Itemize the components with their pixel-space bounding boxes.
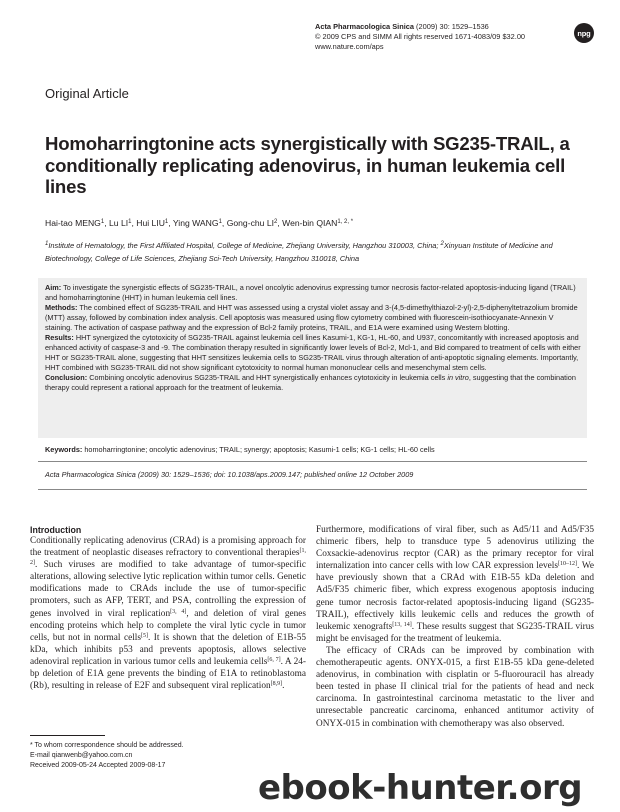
- abstract-results: Results: HHT synergized the cytotoxicity of SG235-TRAIL against leukemia cell lines Kasumi-1, KG-1, HL-60, and U937, concomitantly with increased apoptosis and enhanced activity of caspase-3 and -9. The combination therapy resulted in significantly lower levels of Bcl-2, Mcl-1, and Bid compared to treatment of cells with either HHT or SG235-TRAIL alone, suggesting that HHT sensitizes leukemia cells to SG235-TRAIL virus through alteration of anti-apoptotic signaling elements. Importantly, HHT combined with SG235-TRAIL did not show significant cytotoxicity to normal human mononuclear cells and mesenchymal stem cells.: [45, 333, 581, 373]
- footnote-rule: [30, 735, 105, 736]
- journal-url[interactable]: www.nature.com/aps: [315, 42, 384, 51]
- author-affiliation-marker: 2: [273, 219, 278, 225]
- author-name: Lu LI: [109, 218, 129, 228]
- reference-marker[interactable]: [5]: [140, 632, 148, 639]
- abstract-aim: Aim: To investigate the synergistic effects of SG235-TRAIL, a novel oncolytic adenovirus expressing tumor necrosis factor-related apoptosis-inducing ligand (TRAIL) and homoharringtonine (HHT) in human leukemia cell lines.: [45, 283, 576, 303]
- author-name: Gong-chu LI: [226, 218, 274, 228]
- author-name: Hai-tao MENG: [45, 218, 101, 228]
- divider: [38, 461, 587, 462]
- reference-marker[interactable]: [13, 14]: [392, 621, 412, 628]
- article-type: Original Article: [45, 86, 129, 101]
- author-name: Ying WANG: [172, 218, 219, 228]
- author-name: Hui LIU: [136, 218, 165, 228]
- reference-marker[interactable]: [6, 7]: [267, 656, 281, 663]
- correspondence-note: * To whom correspondence should be addressed.: [30, 742, 184, 749]
- author-list: Hai-tao MENG$^1$, Lu $LI^1$, Hui LIU$^1$, Ying WANG$^1$, Gong-chu $LI^2$, Wen-bin $QIAN^{1, 2, *}$: [45, 218, 354, 228]
- author-affiliation-marker: 1: [164, 219, 169, 225]
- body-column-left: [30, 535, 306, 692]
- affiliation-1-marker: 1: [45, 241, 49, 247]
- reference-marker[interactable]: [10–12]: [558, 561, 577, 568]
- article-title: Homoharringtonine acts synergistically with SG235-TRAIL, a conditionally replicating adenovirus, in human leukemia cell lines: [45, 133, 570, 197]
- abstract: [45, 283, 581, 394]
- article-citation: Acta Pharmacologica Sinica (2009) 30: 1529–1536; doi: 10.1038/aps.2009.147; published online 12 October 2009: [45, 470, 414, 479]
- author-name: Wen-bin QIAN: [282, 218, 338, 228]
- affiliations: [45, 240, 585, 265]
- reference-marker[interactable]: [1, 2]: [30, 548, 306, 567]
- affiliation-2: Xinyuan Institute of Medicine and Biotechnology, College of Life Sciences, Zhejiang Sci-Tech University, Hangzhou 310018, China: [45, 241, 553, 263]
- author-affiliation-marker: 1: [218, 219, 222, 225]
- reference-marker[interactable]: [3, 4]: [170, 608, 187, 615]
- journal-name: Acta Pharmacologica Sinica: [315, 22, 414, 31]
- npg-logo: npg: [574, 23, 594, 43]
- body-column-right: [316, 524, 594, 730]
- affiliation-2-marker: 2: [440, 241, 444, 247]
- keywords-label: Keywords:: [45, 445, 83, 454]
- watermark: ebook-hunter.org: [258, 768, 583, 808]
- reference-marker[interactable]: [8,9]: [270, 681, 283, 688]
- correspondence-email[interactable]: E-mail qianwenb@yahoo.com.cn: [30, 752, 133, 760]
- abstract-conclusion: Conclusion: Combining oncolytic adenovirus SG235-TRAIL and HHT synergistically enhances cytotoxicity in leukemia cells in vitro, suggesting that the combination therapy could represent a rational approach for the treatment of leukemia.: [45, 373, 576, 393]
- journal-header: [315, 22, 575, 52]
- journal-citation-line: [315, 22, 575, 32]
- author-affiliation-marker: 1, 2, *: [337, 219, 354, 225]
- received-accepted-dates: Received 2009-05-24 Accepted 2009-08-17: [30, 762, 166, 770]
- abstract-methods: Methods: The combined effect of SG235-TRAIL and HHT was assessed using a crystal violet assay and 3-(4,5-dimethylthiazol-2-yl)-2,5-diphenyltetrazolium bromide (MTT) assay, followed by combination index analysis. Cell apoptosis was measured using flow cytometry combined with fluorescein-isothiocyanate-Annexin V staining. The activation of caspase pathway and the expression of Bcl-2 family proteins, TRAIL, and E1A were examined using Western blotting.: [45, 303, 578, 333]
- author-affiliation-marker: 1: [128, 219, 132, 225]
- divider: [38, 489, 587, 490]
- keywords-list: homoharringtonine; oncolytic adenovirus; TRAIL; synergy; apoptosis; Kasumi-1 cells; KG-1 cells; HL-60 cells: [82, 445, 435, 454]
- keywords: [45, 445, 581, 454]
- intro-paragraph-2: Furthermore, modifications of viral fiber, such as Ad5/11 and Ad5/F35 chimeric fibers, help to transduce type 5 adenovirus utilizing the Coxsackie-adenovirus recptor (CAR) as the primary receptor for viral internalization into cancer cells with low CAR expression levels[10–12]. We have previously shown that a CRAd with E1B-55 kDa deletion and Ad5/F35 chimeric fiber, which express exogenous apoptosis inducing gene tumor necrosis factor-related apoptosis-inducing ligand (SG235-TRAIL), effectively kills leukemic cells and reduces the growth of leukemic xenografts[13, 14]. These results suggest that SG235-TRAIL virus might be envisaged for the treatment of leukemia.: [316, 525, 595, 644]
- section-heading-introduction: Introduction: [30, 525, 82, 535]
- copyright-line: © 2009 CPS and SIMM All rights reserved 1671-4083/09 $32.00: [315, 32, 526, 41]
- affiliation-1: Institute of Hematology, the First Affiliated Hospital, College of Medicine, Zhejiang University, Hangzhou 310003, China;: [48, 241, 441, 250]
- journal-issue: (2009) 30: 1529–1536: [414, 22, 489, 31]
- author-affiliation-marker: 1: [100, 219, 105, 225]
- intro-paragraph-3: The efficacy of CRAds can be improved by combination with chemotherapeutic agents. ONYX-015, a first E1B-55 kDa gene-deleted adenovirus, in combination with cisplatin or 5-fluorouracil has already been tested in phase II clinical trial for the patients of head and neck carcinoma. In gastrointestinal carcinoma metastatic to the liver and unresectable pancreatic carcinoma, enhanced antitumor activity of ONYX-015 in combination with chemotherapy was also observed.: [316, 645, 594, 729]
- intro-paragraph-1: Conditionally replicating adenovirus (CRAd) is a promising approach for the treatment of neoplastic diseases refractory to conventional therapies[1, 2]. Such viruses are modified to take advantage of tumor-specific alterations, allowing selective lytic replication within tumor cells. Genetic modifications made to CRAds include the use of tumor-specific promoters, such as AFP, TERT, and PSA, controlling the expression of genes involved in viral replication[3, 4], and deletion of viral genes encoding proteins which help to complete the viral lytic cycle in tumor cells, but not in normal cells[5]. It is shown that the deletion of E1B-55 kDa, which inhibits p53 and prevents apoptosis, allows selective adenoviral replication in various tumor cells and leukemia cells[6, 7]. A 24-bp deletion of E1A gene prevents the binding of E1A to retinoblastoma (Rb), resulting in release of E2F and subsequent viral replication[8,9].: [30, 536, 307, 692]
